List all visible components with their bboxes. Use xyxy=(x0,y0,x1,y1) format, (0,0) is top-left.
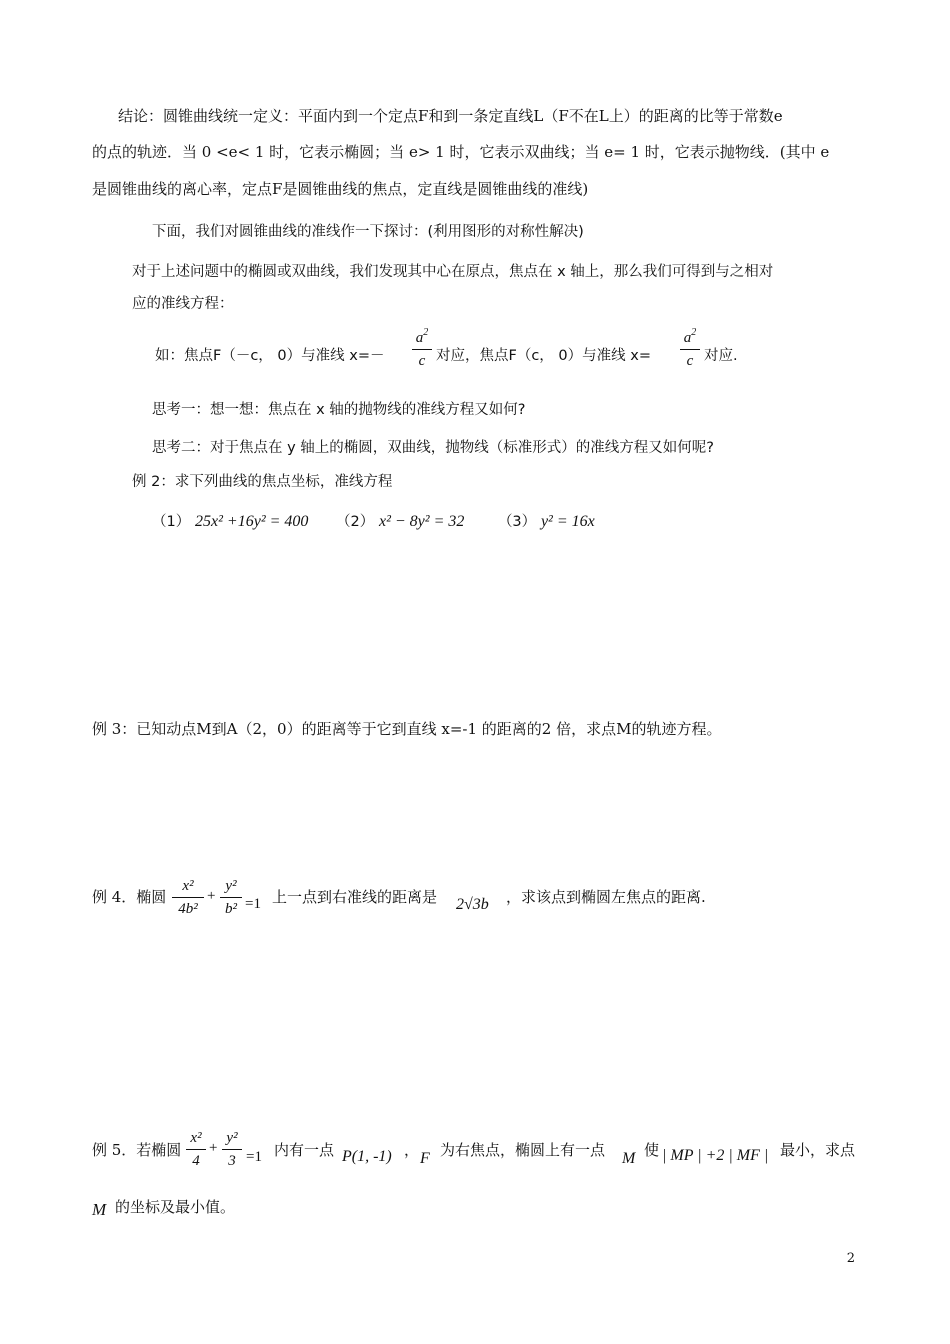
example-ru-part1: 如：焦点F（－c， 0）与准线 x=－ xyxy=(155,348,385,364)
example-2-title: 例 2：求下列曲线的焦点坐标，准线方程 xyxy=(132,474,393,490)
example-5-F: F xyxy=(420,1150,430,1167)
equation-2: x² − 8y² = 32 xyxy=(378,513,465,530)
example-5-M-line-2: M xyxy=(92,1200,107,1219)
example-5-text-4: 最小，求点 xyxy=(780,1141,856,1159)
directrix-para-line-2: 应的准线方程： xyxy=(132,296,234,312)
example-5-text-1: 内有一点 xyxy=(274,1141,335,1159)
example-5-point: P(1, -1) xyxy=(342,1148,392,1165)
example-ru-part3: 对应. xyxy=(704,348,738,364)
page-number: 2 xyxy=(846,1251,855,1266)
equation-3: y² = 16x xyxy=(540,513,595,530)
conclusion-line-1: 结论：圆锥曲线统一定义：平面内到一个定点F和到一条定直线L（F不在L上）的距离的比等于常数e xyxy=(118,107,783,125)
conclusion-line-3: 是圆锥曲线的离心率，定点F是圆锥曲线的焦点，定直线是圆锥曲线的准线) xyxy=(92,180,589,198)
think-one: 思考一：想一想：焦点在 x 轴的抛物线的准线方程又如何? xyxy=(152,402,526,418)
plus-sign-2: + xyxy=(209,1140,218,1156)
example-4-distance: 2√3b xyxy=(456,896,489,913)
example-5-label: 例 5．若椭圆 xyxy=(92,1141,182,1159)
example-5-fraction-1: x² 4 xyxy=(186,1129,206,1170)
example-5-fraction-2: y² 3 xyxy=(222,1129,242,1170)
example-5-equals: =1 xyxy=(246,1149,262,1165)
directrix-para-line-1: 对于上述问题中的椭圆或双曲线，我们发现其中心在原点，焦点在 x 轴上，那么我们可得到与之相对 xyxy=(132,264,774,280)
example-5-text-3: 使 xyxy=(644,1141,660,1159)
think-two: 思考二：对于焦点在 y 轴上的椭圆，双曲线，抛物线（标准形式）的准线方程又如何呢? xyxy=(152,440,714,456)
equation-1: 25x² +16y² = 400 xyxy=(195,513,309,530)
example-5-M: M xyxy=(622,1150,636,1167)
fraction-a2-over-c-2: $a^2$ c xyxy=(680,329,700,370)
example-5-comma: ， xyxy=(404,1141,420,1159)
conclusion-line-2: 的点的轨迹．当 0 <e< 1 时，它表示椭圆；当 e> 1 时，它表示双曲线；当 e= 1 时，它表示抛物线．(其中 e xyxy=(92,143,830,161)
example-4-fraction-2: y² b² xyxy=(220,877,242,918)
example-4-fraction-1: x² 4b² xyxy=(172,877,204,918)
example-5-text-2: 为右焦点，椭圆上有一点 xyxy=(440,1141,606,1159)
directrix-intro: 下面，我们对圆锥曲线的准线作一下探讨：(利用图形的对称性解决) xyxy=(152,224,584,240)
example-4-text-2: ，求该点到椭圆左焦点的距离. xyxy=(506,888,706,906)
example-2-items: （1） 25x² +16y² = 400 （2） x² − 8y² = 32 （3） y² = 16x xyxy=(152,513,595,530)
fraction-a2-over-c-1: $a^2$ c xyxy=(412,329,432,370)
example-4-equals: =1 xyxy=(245,896,261,912)
example-5-line-2-text: 的坐标及最小值。 xyxy=(115,1198,236,1216)
example-3: 例 3：已知动点M到A（2，0）的距离等于它到直线 x=-1 的距离的2 倍，求点M的轨迹方程。 xyxy=(92,720,722,738)
example-ru-part2: 对应，焦点F（c， 0）与准线 x= xyxy=(436,348,651,364)
plus-sign: + xyxy=(207,888,216,904)
example-4-text-1: 上一点到右准线的距离是 xyxy=(272,888,438,906)
example-5-expression: | MP | +2 | MF | xyxy=(662,1147,769,1164)
example-4-label: 例 4．椭圆 xyxy=(92,888,167,906)
